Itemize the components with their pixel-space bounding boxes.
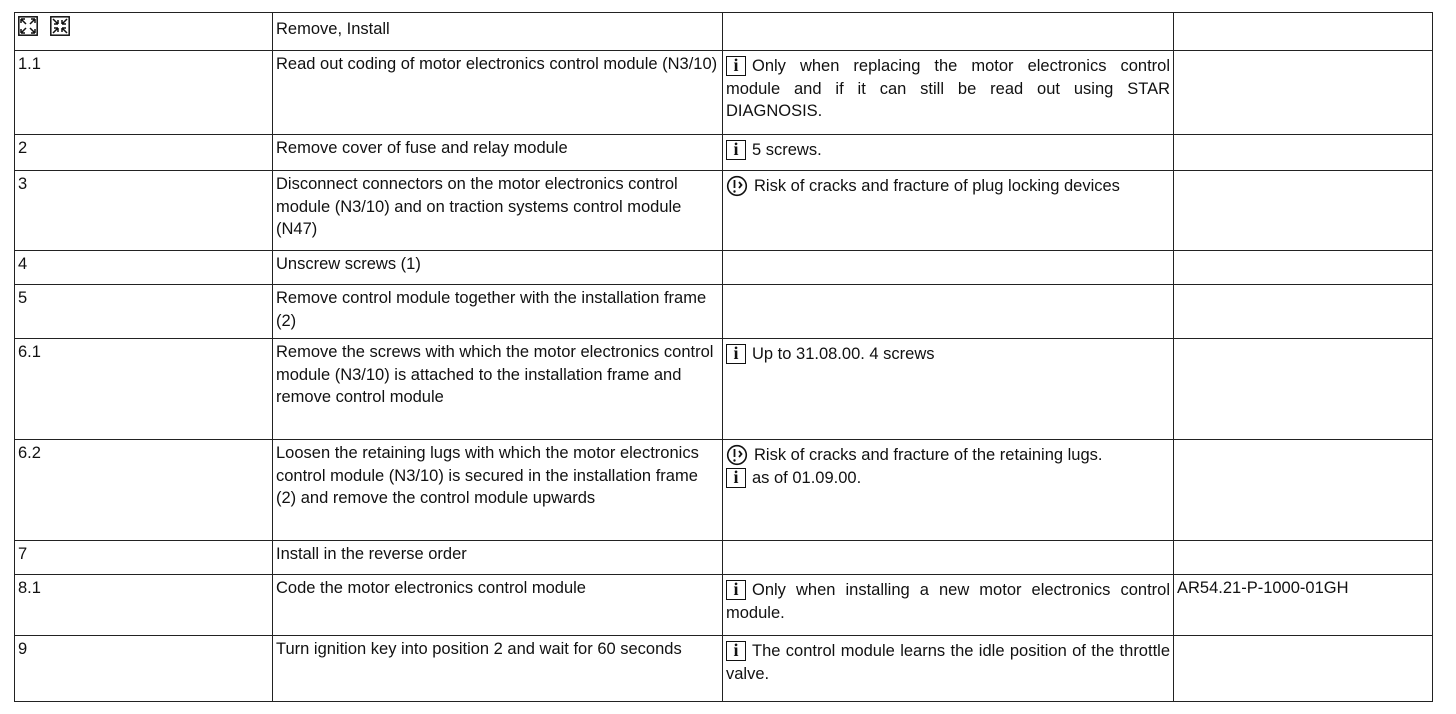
header-icons-cell [15,13,273,51]
step-row [15,171,1433,251]
step-reference [1174,339,1433,440]
step-notes [723,541,1174,575]
step-reference [1174,171,1433,251]
step-notes [723,636,1174,702]
step-action: Disconnect connectors on the motor electronics control module (N3/10) and on traction systems control module (N47) [273,171,723,251]
note-line [726,139,1170,162]
info-icon: i [726,580,746,600]
info-icon: i [726,641,746,661]
step-row [15,251,1433,285]
step-notes [723,575,1174,636]
step-notes [723,339,1174,440]
info-icon: i [726,56,746,76]
header-title: Remove, Install [273,13,723,51]
step-action: Loosen the retaining lugs with which the motor electronics control module (N3/10) is secured in the installation frame (2) and remove the control module upwards [273,440,723,541]
step-reference [1174,440,1433,541]
step-number: 4 [15,251,273,285]
step-reference [1174,541,1433,575]
note-line [726,444,1170,467]
step-row [15,135,1433,171]
step-number: 9 [15,636,273,702]
step-notes [723,251,1174,285]
install-icon [50,16,70,36]
note-line [726,343,1170,366]
note-text: as of 01.09.00. [752,468,862,487]
step-number: 8.1 [15,575,273,636]
step-notes [723,285,1174,339]
step-action: Unscrew screws (1) [273,251,723,285]
step-action: Install in the reverse order [273,541,723,575]
step-reference [1174,285,1433,339]
step-number: 6.2 [15,440,273,541]
step-row [15,541,1433,575]
note-line [726,579,1170,624]
note-line [726,640,1170,685]
step-action: Read out coding of motor electronics control module (N3/10) [273,51,723,135]
step-action: Remove cover of fuse and relay module [273,135,723,171]
note-line [726,55,1170,123]
procedure-table-body [15,13,1433,702]
step-reference [1174,135,1433,171]
header-reference-cell [1174,13,1433,51]
step-row [15,51,1433,135]
step-reference [1174,636,1433,702]
note-text: Risk of cracks and fracture of the retaining lugs. [754,446,1103,464]
note-line [726,467,1170,490]
step-number: 7 [15,541,273,575]
risk-icon [726,175,748,197]
step-reference [1174,251,1433,285]
note-text: Risk of cracks and fracture of plug locking devices [754,177,1120,195]
step-notes [723,171,1174,251]
procedure-table [14,12,1433,702]
header-note-cell [723,13,1174,51]
step-notes [723,135,1174,171]
info-icon: i [726,344,746,364]
step-action: Remove control module together with the installation frame (2) [273,285,723,339]
step-reference: AR54.21-P-1000-01GH [1174,575,1433,636]
step-row [15,339,1433,440]
step-row [15,636,1433,702]
step-row [15,440,1433,541]
step-number: 6.1 [15,339,273,440]
step-number: 3 [15,171,273,251]
note-line [726,175,1170,198]
step-action: Remove the screws with which the motor electronics control module (N3/10) is attached to the installation frame and remove control module [273,339,723,440]
risk-icon [726,444,748,466]
step-number: 5 [15,285,273,339]
step-action: Turn ignition key into position 2 and wait for 60 seconds [273,636,723,702]
step-notes [723,440,1174,541]
step-notes [723,51,1174,135]
info-icon: i [726,468,746,488]
note-text: The control module learns the idle position of the throttle valve. [726,642,1170,683]
step-number: 1.1 [15,51,273,135]
step-row [15,575,1433,636]
note-text: Up to 31.08.00. 4 screws [752,345,935,363]
step-row [15,285,1433,339]
remove-icon [18,16,38,36]
note-text: Only when installing a new motor electronics control module. [726,581,1170,622]
step-reference [1174,51,1433,135]
note-text: 5 screws. [752,141,822,159]
step-action: Code the motor electronics control module [273,575,723,636]
step-number: 2 [15,135,273,171]
note-text: Only when replacing the motor electronics control module and if it can still be read out using STAR DIAGNOSIS. [726,57,1170,120]
info-icon: i [726,140,746,160]
header-row [15,13,1433,51]
